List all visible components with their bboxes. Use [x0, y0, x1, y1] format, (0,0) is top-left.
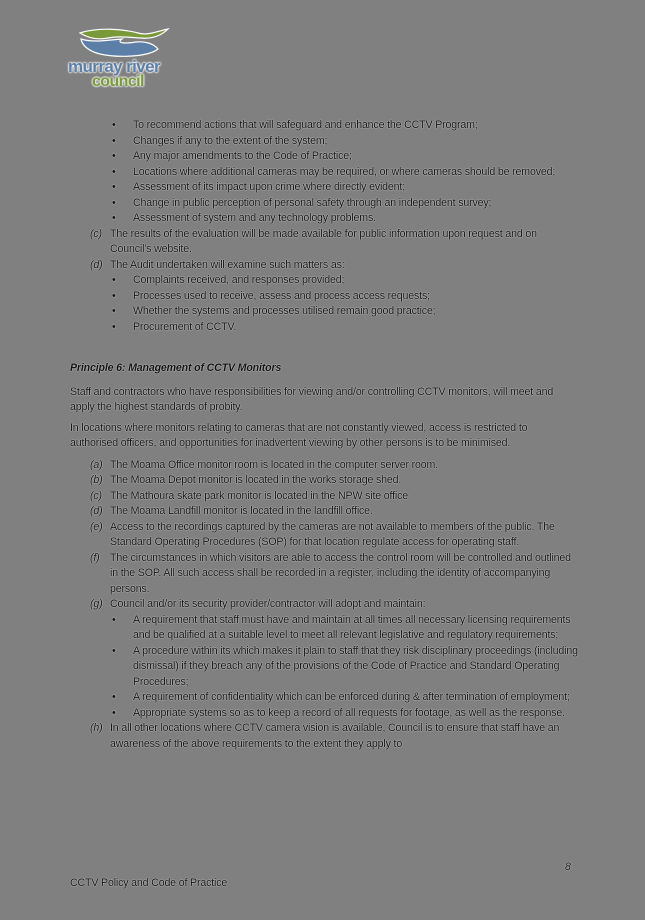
item-label: (d)	[90, 505, 103, 517]
item-text: The Moama Office monitor room is located in the computer server room.	[110, 458, 438, 471]
list-item	[70, 458, 578, 474]
monitor-items-list	[70, 458, 578, 753]
document-body	[70, 118, 578, 752]
section-heading: Principle 6: Management of CCTV Monitors	[70, 362, 282, 374]
item-text: Council and/or its security provider/contractor will adopt and maintain:	[110, 598, 426, 610]
paragraph: In locations where monitors relating to cameras that are not constantly viewed, access is restricted to authorised officers, and opportunities for inadvertent viewing by other persons is to be minimised.	[70, 421, 528, 449]
list-item	[70, 473, 578, 489]
list-item	[70, 489, 578, 505]
item-label: (e)	[90, 520, 103, 533]
item-label: (f)	[90, 551, 100, 564]
item-label: (a)	[90, 458, 103, 471]
item-label: (c)	[90, 227, 102, 240]
evaluation-bullet-list	[70, 118, 578, 227]
list-item: • Changes if any to the extent of the system;	[70, 134, 578, 150]
list-item	[70, 520, 578, 551]
item-d-audit	[70, 258, 578, 274]
audit-bullet-list	[70, 273, 578, 335]
item-label: (d)	[90, 258, 103, 271]
list-item	[70, 551, 578, 598]
item-text: The circumstances in which visitors are able to access the control room will be controlled and outlined in the SOP. All such access shall be recorded in a register, including the identity of accompanying persons.	[110, 551, 571, 595]
item-text: The Audit undertaken will examine such matters as:	[110, 258, 345, 271]
list-item: • Locations where additional cameras may be required, or where cameras should be removed;	[70, 165, 578, 181]
council-logo	[68, 27, 178, 93]
item-text: The results of the evaluation will be made available for public information upon request and on Council's website.	[110, 227, 537, 255]
list-item: • Any major amendments to the Code of Practice;	[70, 149, 578, 165]
item-text: The Moama Depot monitor is located in the works storage shed.	[110, 474, 402, 486]
item-c-evaluation-results	[70, 227, 578, 258]
list-item: • Complaints received, and responses provided;	[70, 273, 578, 289]
page-number: 8	[565, 861, 571, 873]
logo-text-murray-river: murray river	[68, 57, 161, 76]
list-item: • Assessment of system and any technology problems.	[70, 211, 578, 227]
list-item: • Assessment of its impact upon crime where directly evident;	[70, 180, 578, 196]
item-label: (b)	[90, 474, 103, 486]
logo-text-council: council	[92, 73, 144, 90]
list-item: • Change in public perception of personal safety through an independent survey;	[70, 196, 578, 212]
item-label: (c)	[90, 489, 102, 502]
list-item: • Whether the systems and processes utilised remain good practice;	[70, 304, 578, 320]
list-item: • To recommend actions that will safeguard and enhance the CCTV Program;	[70, 118, 578, 134]
item-text: Access to the recordings captured by the cameras are not available to members of the public. The Standard Operating Procedures (SOP) for that location regulate access for operating staff.	[110, 520, 555, 548]
item-text: The Mathoura skate park monitor is located in the NPW site office	[110, 489, 409, 502]
document-footer: CCTV Policy and Code of Practice	[70, 877, 228, 889]
item-text: The Moama Landfill monitor is located in the landfill office.	[110, 505, 373, 517]
security-requirements-bullet-list	[70, 613, 578, 722]
river-leaf-icon	[78, 27, 170, 59]
list-item: • Appropriate systems so as to keep a record of all requests for footage, as well as the response.	[70, 706, 578, 722]
list-item: • A requirement of confidentiality which can be enforced during & after termination of employment;	[70, 690, 578, 706]
list-item: • Processes used to receive, assess and process access requests;	[70, 289, 578, 305]
list-item	[70, 504, 578, 520]
list-item	[70, 721, 578, 752]
list-item: • Procurement of CCTV.	[70, 320, 578, 336]
list-item: • A procedure within its which makes it plain to staff that they risk disciplinary proceedings (including dismissal) if they breach any of the provisions of the Code of Practice and Standard Operating Procedures;	[70, 644, 578, 691]
list-item	[70, 597, 578, 613]
item-label: (g)	[90, 598, 103, 610]
item-label: (h)	[90, 722, 103, 734]
paragraph: Staff and contractors who have responsibilities for viewing and/or controlling CCTV monitors, will meet and apply the highest standards of probity.	[70, 385, 554, 413]
item-text: In all other locations where CCTV camera vision is available, Council is to ensure that staff have an awareness of the above requirements to the extent they apply to	[110, 722, 560, 750]
list-item: • A requirement that staff must have and maintain at all times all necessary licensing requirements and be qualified at a suitable level to meet all relevant legislative and regulatory requirements;	[70, 613, 578, 644]
